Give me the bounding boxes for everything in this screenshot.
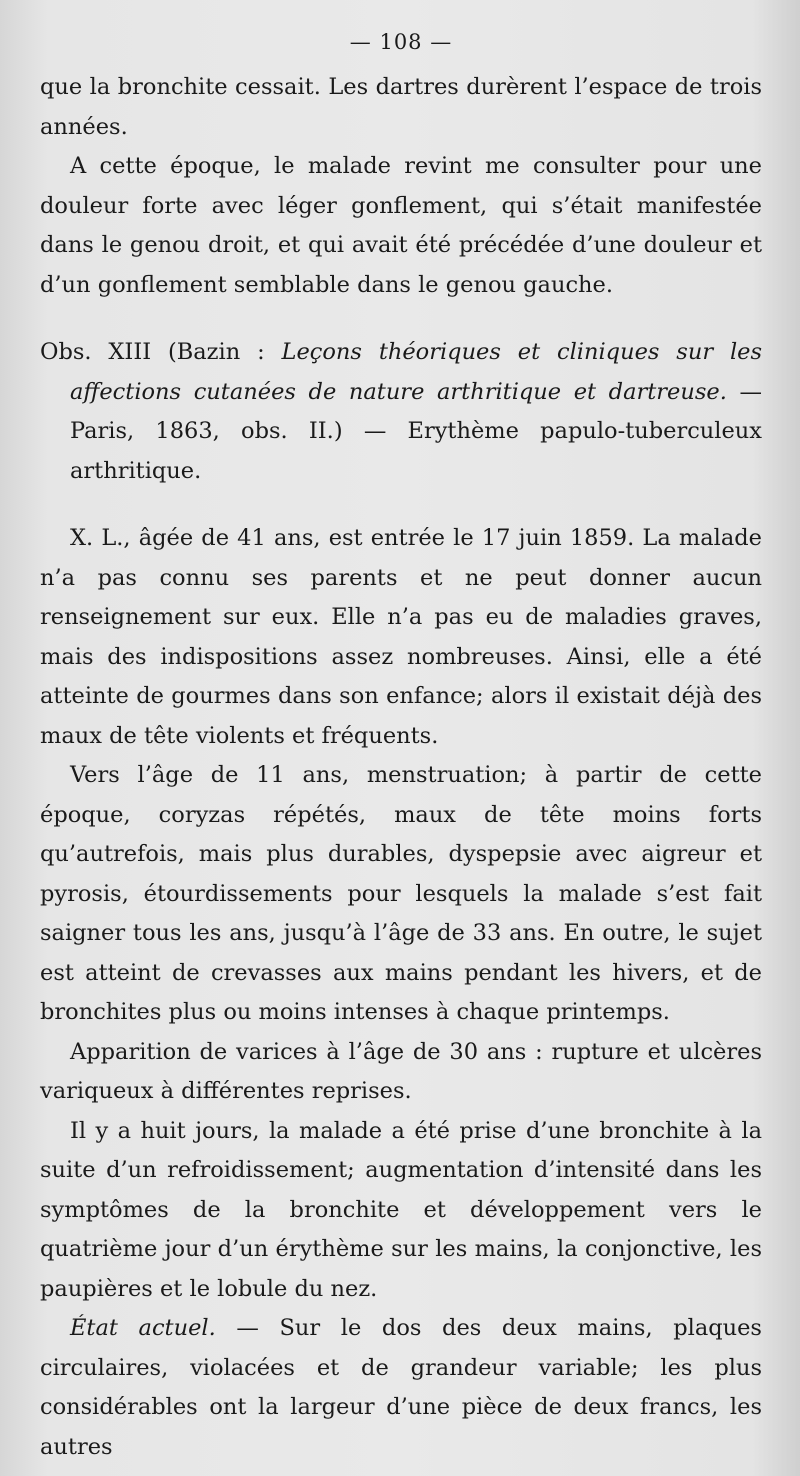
- paragraph-7-text: — Sur le dos des deux mains, plaques circulaires, violacées et de grandeur variable; les plus considérables ont la largeur d’une pièce de deux francs, les autres: [40, 1315, 762, 1460]
- paragraph-5: Apparition de varices à l’âge de 30 ans : rupture et ulcères variqueux à différentes reprises.: [40, 1038, 762, 1104]
- paragraph-2: A cette époque, le malade revint me consulter pour une douleur forte avec léger gonflement, qui s’était manifestée dans le genou droit, et qui avait été précédée d’une douleur et d’un gonflement semblable dans le genou gauche.: [40, 153, 762, 298]
- observation-title-italic: Leçons théoriques et cliniques sur les affections cutanées de nature arthritique et dartreuse.: [70, 339, 762, 405]
- etat-actuel-label: État actuel.: [70, 1315, 216, 1341]
- paragraph-4: Vers l’âge de 11 ans, menstruation; à partir de cette époque, coryzas répétés, maux de tête moins forts qu’autrefois, mais plus durables, dyspepsie avec aigreur et pyrosis, étourdissements pour lesquels la malade s’est fait saigner tous les ans, jusqu’à l’âge de 33 ans. En outre, le sujet est atteint de crevasses aux mains pendant les hivers, et de bronchites plus ou moins intenses à chaque printemps.: [40, 762, 762, 1025]
- paragraph-3: X. L., âgée de 41 ans, est entrée le 17 juin 1859. La malade n’a pas connu ses parents et ne peut donner aucun renseignement sur eux. Elle n’a pas eu de maladies graves, mais des indispositions assez nombreuses. Ainsi, elle a été atteinte de gourmes dans son enfance; alors il existait déjà des maux de tête violents et fréquents.: [40, 525, 762, 749]
- paragraph-6: Il y a huit jours, la malade a été prise d’une bronchite à la suite d’un refroidissement; augmentation d’intensité dans les symptômes de la bronchite et développement vers le quatrième jour d’un érythème sur les mains, la conjonctive, les paupières et le lobule du nez.: [40, 1117, 762, 1302]
- observation-heading: [40, 333, 762, 491]
- paragraph-7: [40, 1309, 762, 1467]
- observation-suffix: — Paris, 1863, obs. II.) — Erythème papulo-tuberculeux arthritique.: [70, 378, 762, 484]
- paragraph-1: que la bronchite cessait. Les dartres durèrent l’espace de trois années.: [40, 74, 762, 140]
- page-number: — 108 —: [349, 30, 453, 54]
- observation-prefix: Obs. XIII (Bazin :: [40, 339, 282, 365]
